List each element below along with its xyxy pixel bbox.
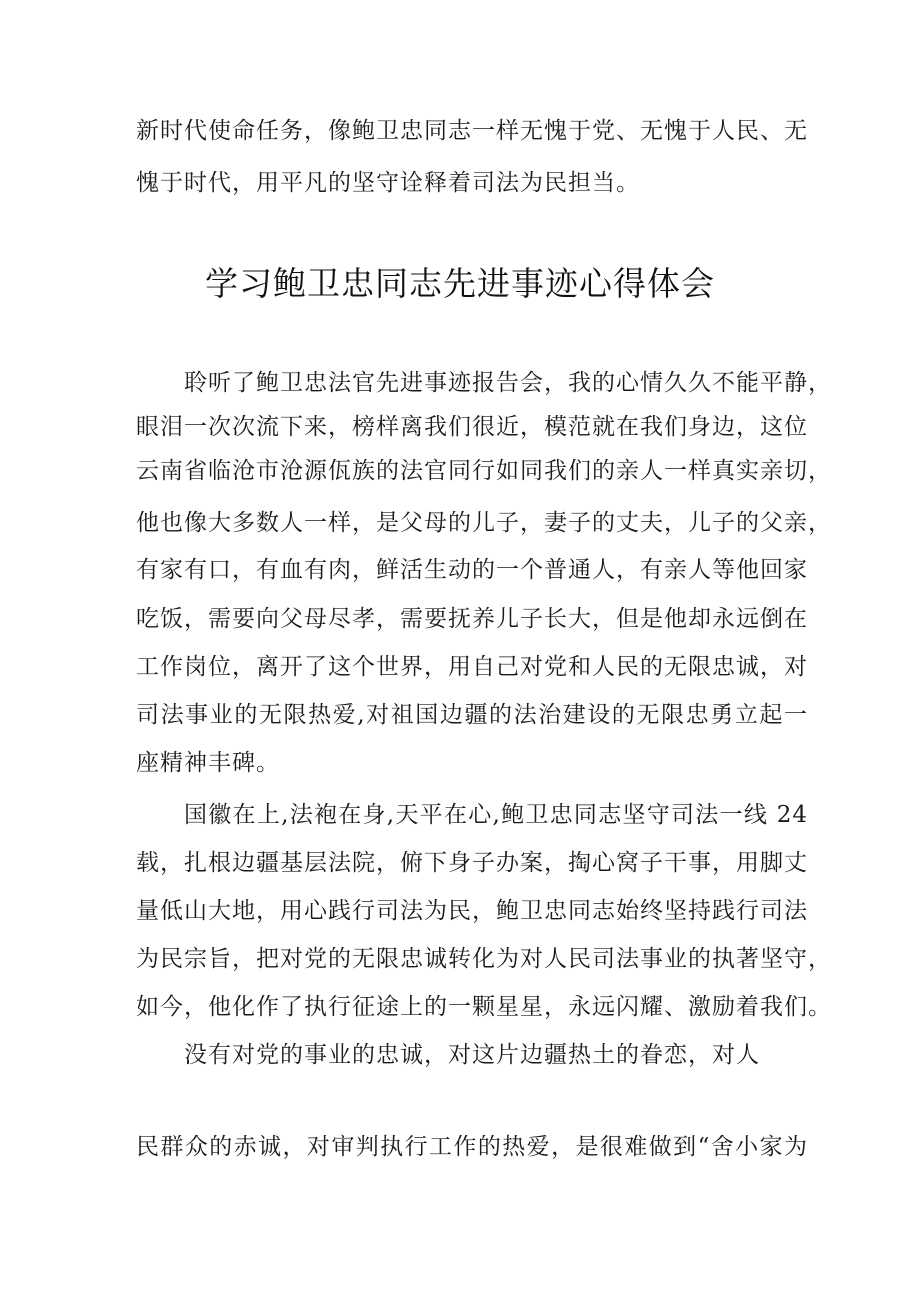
paragraph-1-line-6: 吃饭，需要向父母尽孝，需要抚养儿子长大，但是他却永远倒在: [136, 606, 808, 632]
paragraph-3-line-1: 没有对党的事业的忠诚，对这片边疆热土的眷恋，对人: [184, 1042, 760, 1068]
paragraph-1-line-8: 司法事业的无限热爱,对祖国边疆的法治建设的无限忠勇立起一: [136, 702, 808, 728]
paragraph-1-line-4: 他也像大多数人一样，是父母的儿子，妻子的丈夫，儿子的父亲，: [136, 510, 832, 536]
paragraph-1-line-3: 云南省临沧市沧源佤族的法官同行如同我们的亲人一样真实亲切，: [136, 458, 832, 484]
paragraph-1-line-2: 眼泪一次次流下来，榜样离我们很近，模范就在我们身边，这位: [136, 414, 808, 440]
paragraph-2-line-2: 载，扎根边疆基层法院，俯下身子办案，掏心窝子干事，用脚丈: [136, 850, 808, 876]
paragraph-2-line-4: 为民宗旨，把对党的无限忠诚转化为对人民司法事业的执著坚守，: [136, 946, 832, 972]
paragraph-1-line-7: 工作岗位，离开了这个世界，用自己对党和人民的无限忠诚，对: [136, 654, 808, 680]
paragraph-1-line-1: 聆听了鲍卫忠法官先进事迹报告会，我的心情久久不能平静，: [184, 370, 832, 396]
paragraph-3-line-2: 民群众的赤诚，对审判执行工作的热爱，是很难做到“舍小家为: [136, 1134, 808, 1160]
paragraph-2-line-5: 如今，他化作了执行征途上的一颗星星，永远闪耀、激励着我们。: [136, 994, 832, 1020]
paragraph-1-line-5: 有家有口，有血有肉，鲜活生动的一个普通人，有亲人等他回家: [136, 557, 808, 583]
page-title: 学习鲍卫忠同志先进事迹心得体会: [205, 264, 715, 303]
paragraph-2-line-1: 国徽在上,法袍在身,天平在心,鲍卫忠同志坚守司法一线 24: [184, 802, 808, 828]
paragraph-2-line-3: 量低山大地，用心践行司法为民，鲍卫忠同志始终坚持践行司法: [136, 898, 808, 924]
continuation-line-2: 愧于时代，用平凡的坚守诠释着司法为民担当。: [136, 170, 640, 196]
continuation-line-1: 新时代使命任务，像鲍卫忠同志一样无愧于党、无愧于人民、无: [136, 118, 808, 144]
paragraph-1-line-9: 座精神丰碑。: [136, 750, 280, 776]
